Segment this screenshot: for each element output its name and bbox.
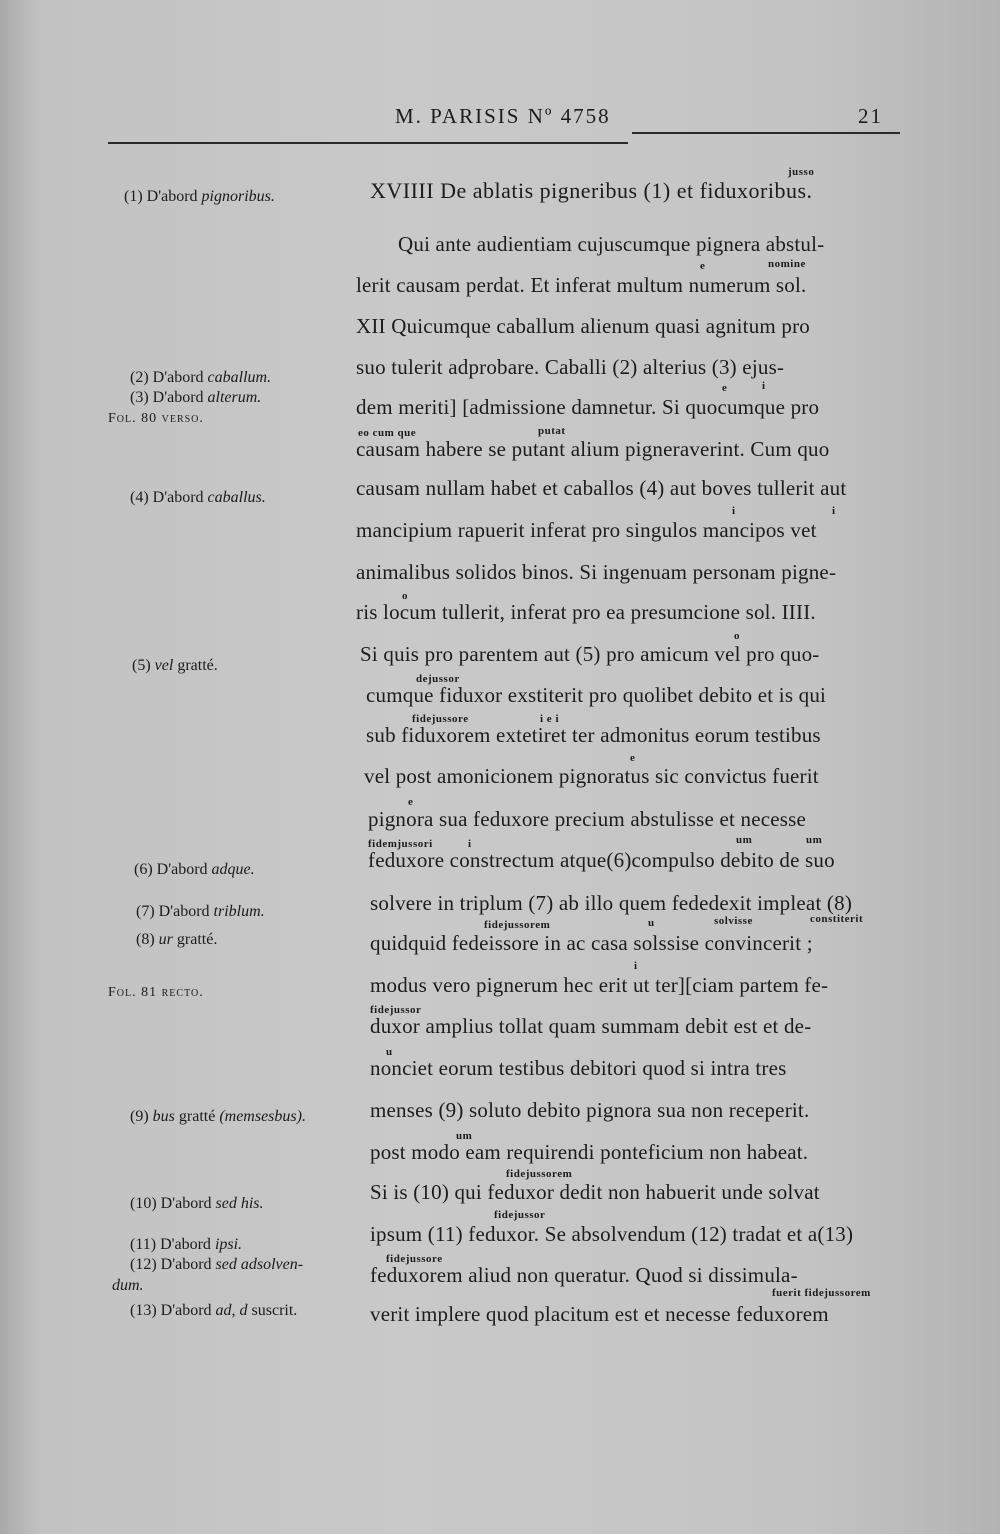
margin-note: (3) D'abord alterum.	[130, 389, 262, 406]
body-line: Si is (10) qui feduxor dedit non habuerit unde solvat	[370, 1180, 820, 1204]
interlinear-gloss: e	[630, 752, 636, 764]
margin-note: (12) D'abord sed adsolven-	[130, 1256, 304, 1273]
body-line: cumque fiduxor exstiterit pro quolibet debito et is qui	[366, 683, 827, 707]
interlinear-gloss: i e i	[540, 713, 559, 725]
margin-note: (1) D'abord pignoribus.	[124, 188, 275, 205]
body-line: menses (9) soluto debito pignora sua non receperit.	[370, 1098, 810, 1122]
interlinear-gloss: i	[732, 505, 736, 517]
interlinear-gloss: dejussor	[416, 673, 460, 685]
interlinear-gloss: i	[832, 505, 836, 517]
body-line: quidquid fedeissore in ac casa solssise convincerit ;	[370, 931, 813, 955]
interlinear-gloss: nomine	[768, 258, 806, 270]
page-header	[0, 104, 1000, 134]
interlinear-gloss: constiterit	[810, 913, 864, 925]
body-line: modus vero pignerum hec erit ut ter][ciam partem fe-	[370, 973, 829, 997]
body-line: XII Quicumque caballum alienum quasi agnitum pro	[356, 314, 810, 338]
body-line: suo tulerit adprobare. Caballi (2) alterius (3) ejus-	[356, 355, 785, 379]
body-line: post modo eam requirendi ponteficium non habeat.	[370, 1140, 809, 1164]
interlinear-gloss: um	[736, 834, 753, 846]
body-line: lerit causam perdat. Et inferat multum numerum sol.	[356, 273, 807, 297]
interlinear-gloss: putat	[538, 425, 566, 437]
interlinear-gloss: fidemjussori	[368, 838, 433, 850]
body-line: sub fiduxorem extetiret ter admonitus eorum testibus	[366, 723, 821, 747]
body-line: causam habere se putant alium pigneraverint. Cum quo	[356, 437, 830, 461]
body-line: mancipium rapuerit inferat pro singulos mancipos vet	[356, 518, 817, 542]
interlinear-gloss: u	[648, 917, 655, 929]
interlinear-gloss: u	[386, 1046, 393, 1058]
body-line: ris locum tullerit, inferat pro ea presumcione sol. IIII.	[356, 600, 816, 624]
body-line: ipsum (11) feduxor. Se absolvendum (12) tradat et a(13)	[370, 1222, 854, 1246]
body-line: dem meriti] [admissione damnetur. Si quocumque pro	[356, 395, 820, 419]
interlinear-gloss: i	[634, 960, 638, 972]
folio-marker: Fol. 80 verso.	[108, 411, 204, 426]
margin-note: (5) vel gratté.	[132, 657, 218, 674]
body-line: causam nullam habet et caballos (4) aut boves tullerit aut	[356, 476, 847, 500]
interlinear-gloss: o	[402, 590, 408, 602]
margin-note: (8) ur gratté.	[136, 931, 218, 948]
body-line: solvere in triplum (7) ab illo quem fededexit impleat (8)	[370, 891, 853, 915]
body-line: pignora sua feduxore precium abstulisse et necesse	[368, 807, 807, 831]
interlinear-gloss: e	[408, 796, 414, 808]
margin-note: (11) D'abord ipsi.	[130, 1236, 243, 1253]
interlinear-gloss: e	[722, 382, 728, 394]
page-number: 21	[858, 104, 883, 128]
margin-note: (7) D'abord triblum.	[136, 903, 265, 920]
interlinear-gloss: um	[456, 1130, 473, 1142]
interlinear-gloss: fidejussor	[370, 1004, 422, 1016]
body-line: Qui ante audientiam cujuscumque pignera abstul-	[398, 232, 825, 256]
interlinear-gloss: eo cum que	[358, 427, 417, 439]
header-rule	[108, 142, 628, 144]
interlinear-gloss: fuerit fidejussorem	[772, 1287, 871, 1299]
margin-note: (4) D'abord caballus.	[130, 489, 266, 506]
folio-marker: Fol. 81 recto.	[108, 985, 204, 1000]
interlinear-gloss: e	[700, 260, 706, 272]
margin-note: (13) D'abord ad, d suscrit.	[130, 1302, 298, 1319]
body-line: feduxorem aliud non queratur. Quod si dissimula-	[370, 1263, 798, 1287]
body-line: vel post amonicionem pignoratus sic convictus fuerit	[364, 764, 819, 788]
interlinear-gloss: i	[762, 380, 766, 392]
margin-note: (2) D'abord caballum.	[130, 369, 272, 386]
chapter-title: XVIIII De ablatis pigneribus (1) et fiduxoribus.	[370, 178, 813, 203]
interlinear-gloss: fidejussorem	[484, 919, 551, 931]
interlinear-gloss: solvisse	[714, 915, 753, 927]
body-line: verit implere quod placitum est et necesse feduxorem	[370, 1302, 829, 1326]
interlinear-gloss: i	[468, 838, 472, 850]
interlinear-gloss: fidejussore	[386, 1253, 443, 1265]
running-title: M. PARISIS Nº 4758	[395, 104, 611, 128]
margin-note: dum.	[112, 1277, 144, 1294]
margin-note: (9) bus gratté (memsesbus).	[130, 1108, 306, 1125]
interlinear-gloss: jusso	[788, 166, 815, 178]
interlinear-gloss: fidejussore	[412, 713, 469, 725]
body-line: nonciet eorum testibus debitori quod si intra tres	[370, 1056, 787, 1080]
interlinear-gloss: um	[806, 834, 823, 846]
interlinear-gloss: fidejussor	[494, 1209, 546, 1221]
interlinear-gloss: fidejussorem	[506, 1168, 573, 1180]
body-line: animalibus solidos binos. Si ingenuam personam pigne-	[356, 560, 837, 584]
body-line: Si quis pro parentem aut (5) pro amicum vel pro quo-	[360, 642, 820, 666]
margin-note: (6) D'abord adque.	[134, 861, 255, 878]
body-line: feduxore constrectum atque(6)compulso debito de suo	[368, 848, 835, 872]
interlinear-gloss: o	[734, 630, 740, 642]
margin-note: (10) D'abord sed his.	[130, 1195, 264, 1212]
body-line: duxor amplius tollat quam summam debit est et de-	[370, 1014, 812, 1038]
header-rule-right	[632, 132, 900, 134]
